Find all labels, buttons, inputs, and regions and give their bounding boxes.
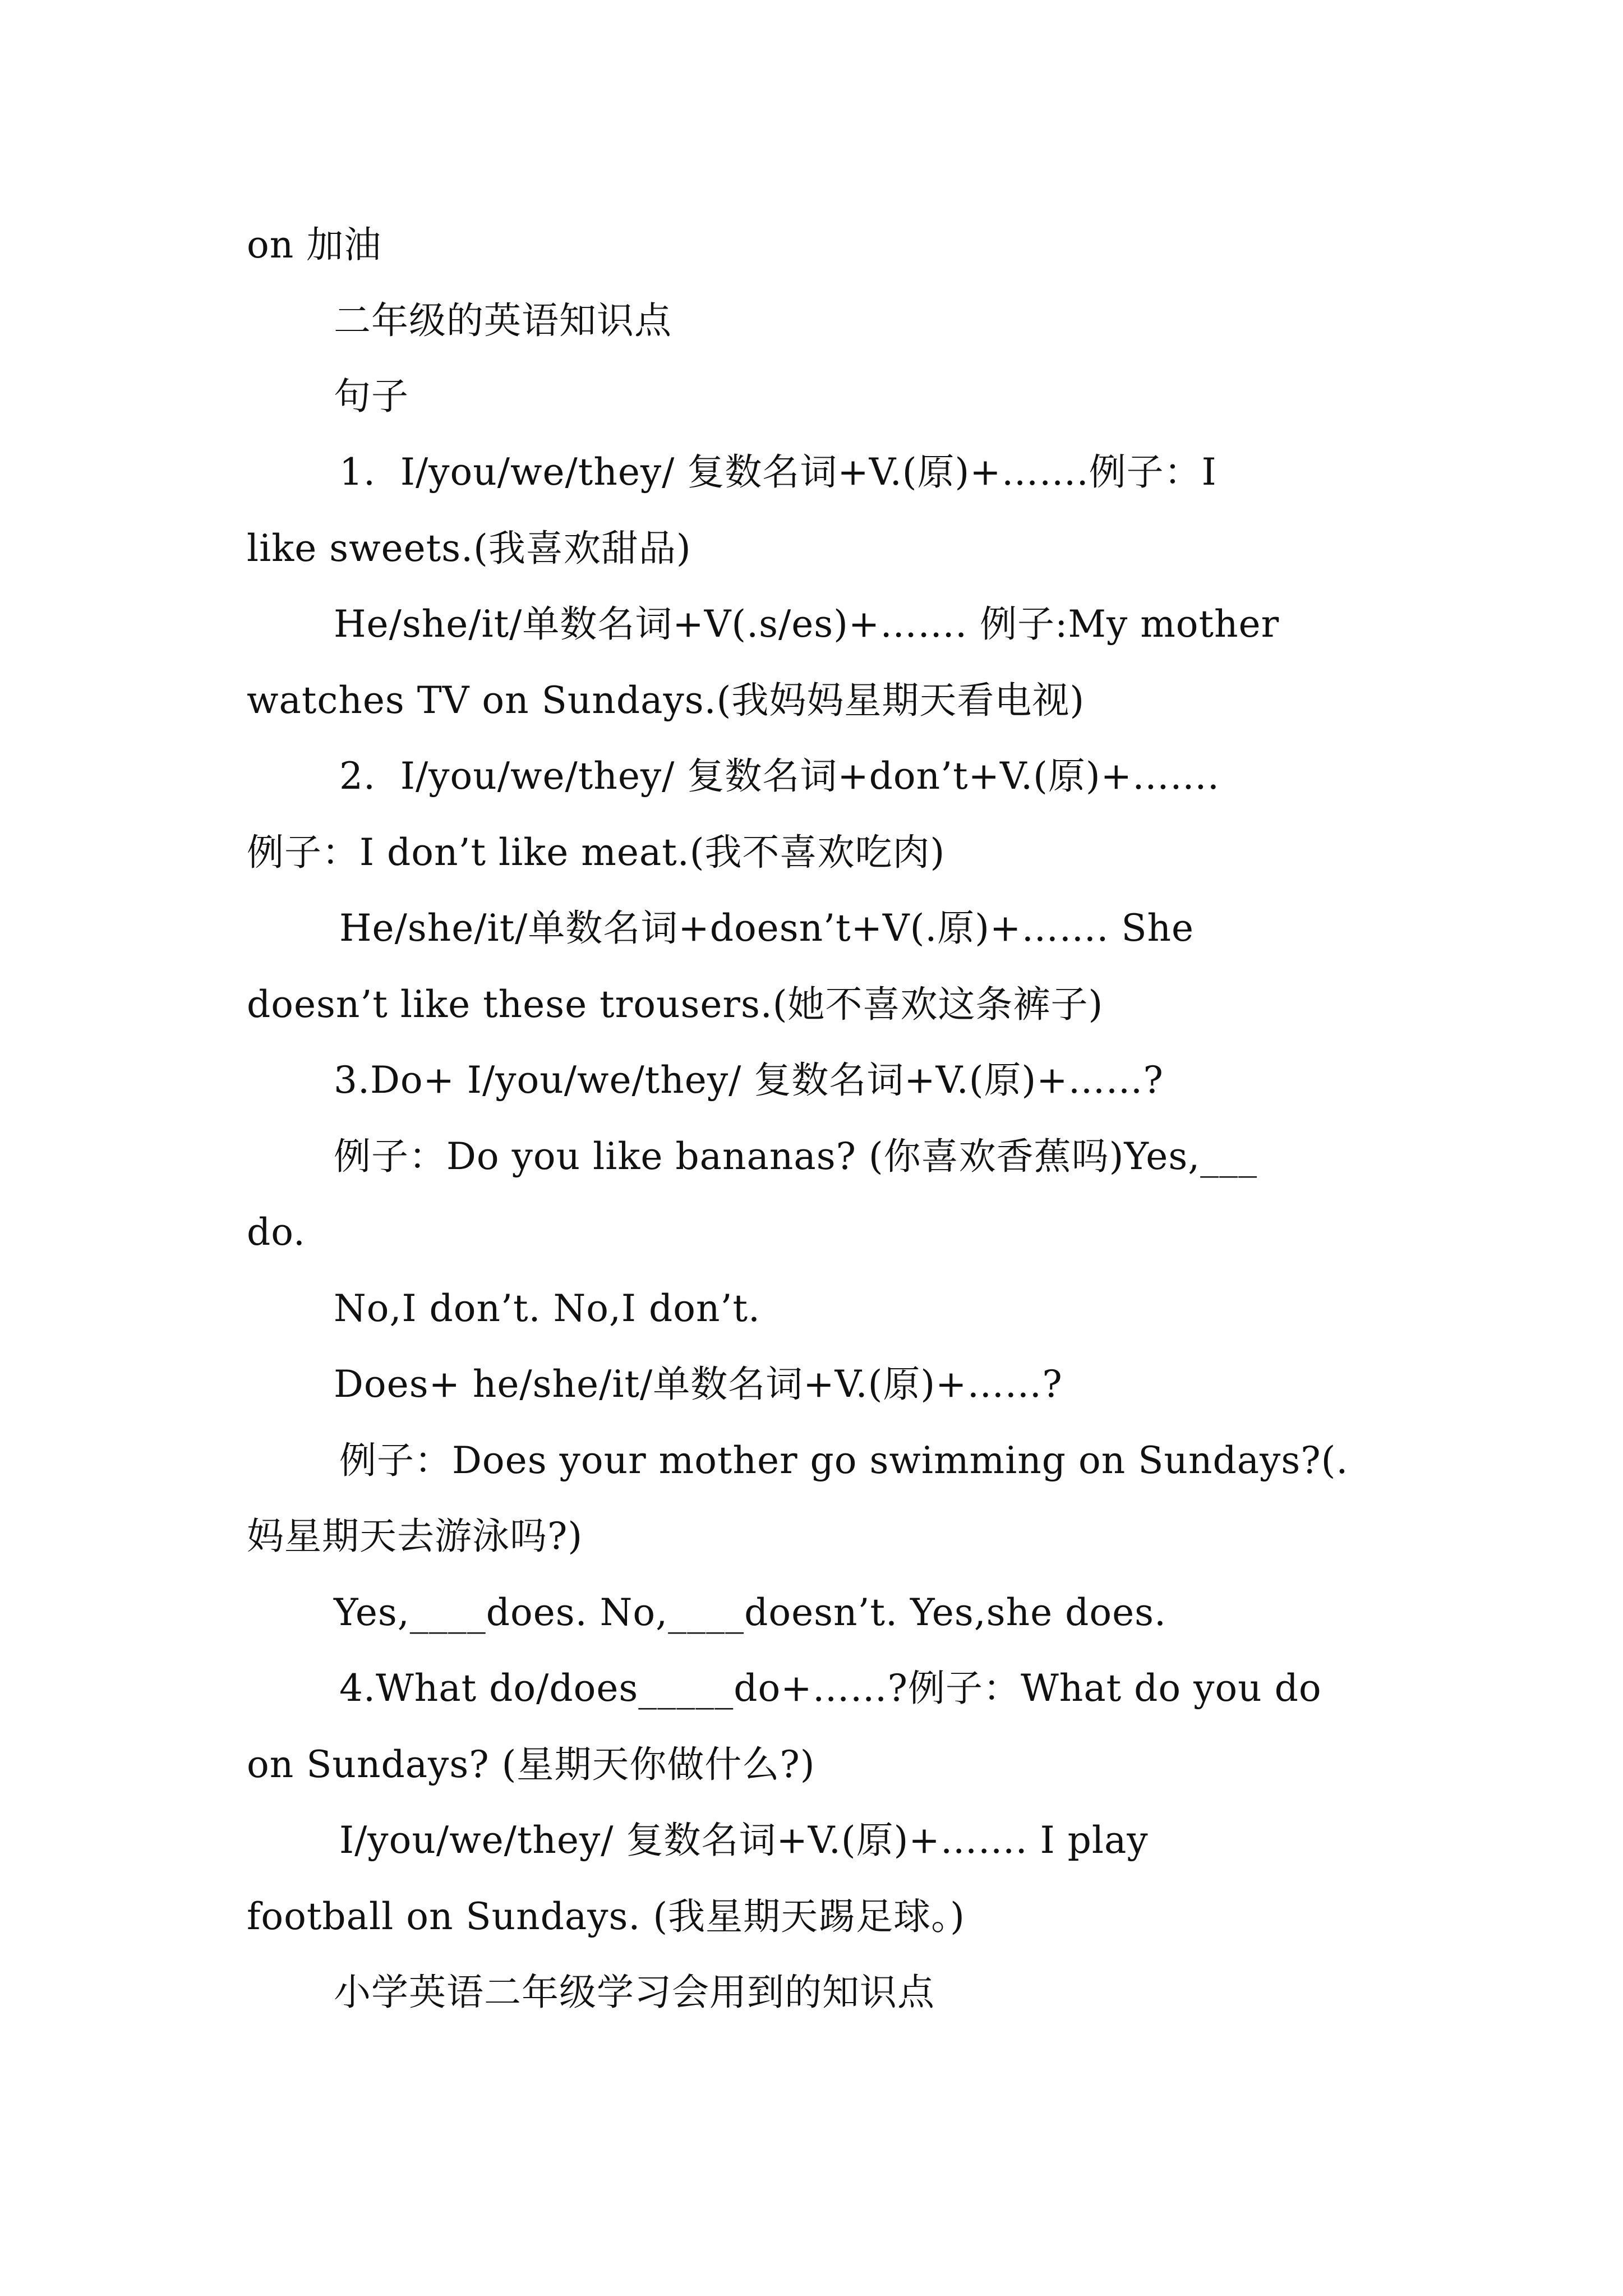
text-line: He/she/it/单数名词+V(.s/es)+……. 例子:My mother	[334, 602, 1280, 646]
heading-sentences: 句子	[334, 375, 409, 418]
heading-section: 小学英语二年级学习会用到的知识点	[334, 1971, 935, 2014]
text-line: 例子：Does your mother go swimming on Sundays?(.	[339, 1439, 1349, 1482]
text-line: do.	[247, 1211, 306, 1254]
text-line: 例子：Do you like bananas? (你喜欢香蕉吗)Yes,___	[334, 1135, 1258, 1178]
text-line: No,I don’t. No,I don’t.	[334, 1287, 760, 1330]
text-line: 1. I/you/we/they/ 复数名词+V.(原)+…….例子：I	[339, 450, 1217, 494]
text-line: on 加油	[247, 223, 382, 266]
text-line: on Sundays? (星期天你做什么?)	[247, 1743, 815, 1786]
text-line: doesn’t like these trousers.(她不喜欢这条裤子)	[247, 983, 1104, 1026]
text-line: 例子：I don’t like meat.(我不喜欢吃肉)	[247, 831, 946, 874]
text-line: He/she/it/单数名词+doesn’t+V(.原)+……. She	[339, 907, 1195, 950]
heading-section: 二年级的英语知识点	[334, 299, 672, 342]
text-line: 4.What do/does_____do+……?例子：What do you do	[339, 1667, 1322, 1710]
text-line: 妈星期天去游泳吗?)	[247, 1515, 583, 1558]
text-line: 3.Do+ I/you/we/they/ 复数名词+V.(原)+……?	[334, 1059, 1164, 1102]
text-line: I/you/we/they/ 复数名词+V.(原)+……. I play	[339, 1819, 1149, 1862]
text-line: watches TV on Sundays.(我妈妈星期天看电视)	[247, 679, 1085, 722]
text-line: 2. I/you/we/they/ 复数名词+don’t+V.(原)+…….	[339, 754, 1220, 798]
text-line: Does+ he/she/it/单数名词+V.(原)+……?	[334, 1363, 1063, 1406]
text-line: like sweets.(我喜欢甜品)	[247, 527, 691, 570]
text-line: football on Sundays. (我星期天踢足球。)	[247, 1895, 965, 1938]
text-line: Yes,____does. No,____doesn’t. Yes,she does.	[334, 1591, 1167, 1634]
